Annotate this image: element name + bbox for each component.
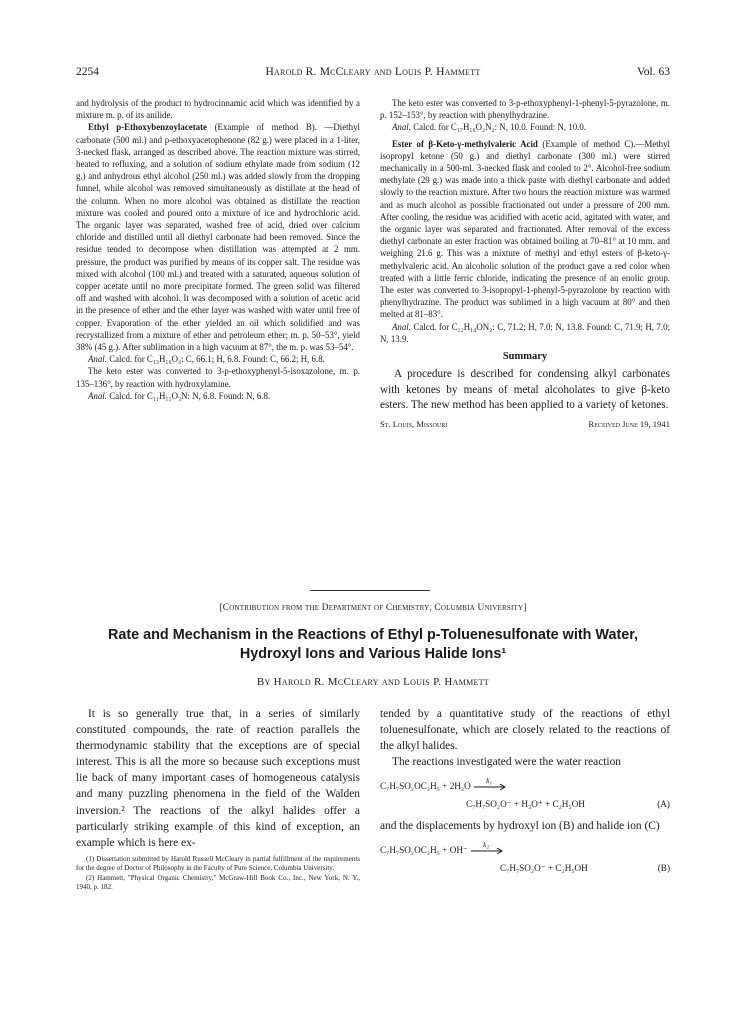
analysis-text: Calcd. for C₁₁H₁₁O₃N: N, 6.8. Found: N, 6.8.	[106, 390, 271, 401]
analysis-text: Calcd. for C₁₇H₁₆O₂N₂: N, 10.0. Found: N, 10.0.	[410, 122, 587, 133]
rate-constant: k₁	[486, 776, 492, 786]
byline: By Harold R. McCleary and Louis P. Hammett	[256, 676, 490, 688]
paragraph	[380, 138, 670, 321]
footnote: (1) Dissertation submitted by Harold Russell McCleary in partial fulfillment of the requirements for the degree of Doctor of Philosophy in the Faculty of Pure Science, Columbia University.	[76, 854, 360, 873]
equation-a	[380, 778, 670, 812]
paragraph: It is so generally true that, in a series of similarly constituted compounds, the rate of reaction parallels the thermodynamic stability that the exceptions are of special interest. This is all the more so because such exceptions must lie back of many important cases of homogeneous catalysis and many puzzling phenomena in the field of the Walden inversion.² The reactions of the alkyl halides offer a particularly striking example of this kind of exception, an example which is here ex-	[76, 708, 360, 849]
summary-heading: Summary	[502, 351, 548, 363]
running-head	[76, 66, 670, 82]
paragraph: The keto ester was converted to 3-p-ethoxyphenyl-5-isoxazolone, m. p. 135–136°, by reaction with hydroxylamine.	[76, 366, 360, 389]
equation-lhs-text: C₇H₇SO₂OC₂H₅ + 2H₂O	[380, 781, 471, 792]
equation-lhs-text: C₇H₇SO₂OC₂H₅ + OH⁻	[380, 845, 468, 856]
reaction-arrow-icon	[470, 840, 504, 856]
paragraph: The keto ester was converted to 3-p-ethoxyphenyl-1-phenyl-5-pyrazolone, m. p. 152–153°, by reaction with phenylhydrazine.	[380, 98, 670, 121]
rate-constant: k₂	[483, 840, 490, 850]
section-divider	[310, 590, 430, 591]
section-heading: Ester of β-Keto-γ-methylvaleric Acid	[392, 138, 538, 149]
summary-text: A procedure is described for condensing alkyl carbonates with ketones by means of metal alcoholates to give β-keto esters. The new method has been applied to a variety of ketones.	[380, 368, 670, 412]
section-heading: Ethyl p-Ethoxybenzoylacetate	[88, 122, 207, 133]
analysis-label: Anal.	[392, 122, 411, 133]
equation-b	[380, 842, 670, 876]
footnotes	[76, 855, 360, 893]
analysis-line	[380, 121, 670, 133]
received-date: Received June 19, 1941	[588, 419, 670, 430]
volume-number: Vol. 63	[636, 66, 670, 78]
right-column-top	[380, 97, 670, 433]
signature-line	[380, 418, 670, 433]
left-column-top	[76, 97, 360, 402]
equation-rhs: C₇H₇SO₂O⁻ + C₂H₅OH	[500, 863, 588, 874]
analysis-line	[76, 390, 360, 402]
analysis-line	[76, 353, 360, 365]
page-number: 2254	[76, 66, 99, 78]
paragraph	[76, 121, 360, 353]
paragraph: and the displacements by hydroxyl ion (B) and halide ion (C)	[380, 820, 660, 833]
analysis-line	[380, 321, 670, 345]
analysis-text: Calcd. for C₁₃H₁₆O₄: C, 66.1; H, 6.8. Found: C, 66.2; H, 6.8.	[106, 354, 325, 365]
reaction-arrow-icon	[473, 776, 507, 792]
right-column-bottom	[380, 706, 670, 882]
left-column-bottom	[76, 706, 360, 892]
footnote: (2) Hammett, "Physical Organic Chemistry," McGraw-Hill Book Co., Inc., New York, N. Y., 1940, p. 182.	[76, 873, 360, 892]
paragraph-body: (Example of method B). —Diethyl carbonate (500 ml.) and p-ethoxyacetophenone (82 g.) were placed in a 1-liter, 3-necked flask, arranged as described above. The reaction mixture was stirred, heated to refluxing, and a solution of sodium ethylate made from sodium (12 g.) and anhydrous ethyl alcohol (250 ml.) was added slowly from the dropping funnel, while alcohol was removed simultaneously as distillate at the head of the column. When no more alcohol was obtained as distillate the reaction mixture was cooled and poured onto a mixture of ice and hydrochloric acid. The organic layer was separated, washed free of acid, dried over calcium chloride and distilled until all diethyl carbonate had been removed. Since the residue tended to decompose when distillation was attempted at 2 mm. pressure, the product was purified by means of its copper salt. The residue was mixed with alcohol (100 ml.) and treated with a saturated, aqueous solution of copper acetate until no more precipitate formed. The green solid was filtered off and washed with alcohol. It was decomposed with a solution of acetic acid in the presence of ether and the ether layer was washed with water until free of copper. Evaporation of the ether yielded an oil which solidified and was recrystallized from a mixture of ether and petroleum ether; m. p. 50–53°, yield 38% (45 g.). After sublimation in a high vacuum at 87°, the m. p. was 53–54°.	[76, 122, 360, 353]
article-title: Rate and Mechanism in the Reactions of Ethyl p-Toluenesulfonate with Water, Hydroxyl Ions and Various Halide Ions¹	[107, 627, 639, 662]
running-head-authors: Harold R. McCleary and Louis P. Hammett	[265, 66, 481, 78]
analysis-label: Anal.	[88, 354, 107, 365]
analysis-label: Anal.	[392, 321, 411, 332]
analysis-text: Calcd. for C₁₂H₁₄ON₂: C, 71.2; H, 7.0; N, 13.8. Found: C, 71.9; H, 7.0; N, 13.9.	[380, 321, 670, 344]
equation-label: (B)	[657, 863, 670, 874]
contribution-note: [Contribution from the Department of Chemistry, Columbia University]	[219, 603, 527, 613]
paragraph: tended by a quantitative study of the reactions of ethyl toluenesulfonate, which are closely related to the reactions of the alkyl halides.	[380, 708, 670, 753]
paragraph: The reactions investigated were the water reaction	[392, 756, 621, 769]
location: St. Louis, Missouri	[380, 419, 448, 430]
analysis-label: Anal.	[88, 390, 107, 401]
equation-rhs: C₇H₇SO₂O⁻ + H₃O⁺ + C₂H₅OH	[466, 799, 585, 810]
equation-lhs	[380, 778, 507, 794]
equation-lhs	[380, 842, 504, 858]
paragraph-body: (Example of method C).—Methyl isopropyl ketone (50 g.) and diethyl carbonate (300 ml.) were stirred mechanically in a 500-ml. 3-necked flask and cooled to 2°. Alcohol-free sodium methylate (29 g.) was made into a thick paste with diethyl carbonate and added slowly to the reaction mixture. After two hours the reaction mixture was warmed and as much alcohol as possible fractionated out under a pressure of 200 mm. After cooling, the residue was acidified with acetic acid, agitated with water, and the organic layer was separated and fractionated. After removal of the excess diethyl carbonate an ester fraction was obtained boiling at 70–81° at 10 mm. and weighing 21.6 g. This was a mixture of methyl and ethyl esters of β-keto-γ-methylvaleric acid. An alcoholic solution of the product gave a red color when treated with a little ferric chloride, indicating the presence of an enolic group. The ester was converted to 3-isopropyl-1-phenyl-5-pyrazolone by reaction with phenylhydrazine. The product was sublimed in a high vacuum at 80° and then melted at 81–83°.	[380, 138, 670, 320]
paragraph: and hydrolysis of the product to hydrocinnamic acid which was identified by a mixture m. p. of its anilide.	[76, 98, 360, 121]
equation-label: (A)	[657, 799, 670, 810]
